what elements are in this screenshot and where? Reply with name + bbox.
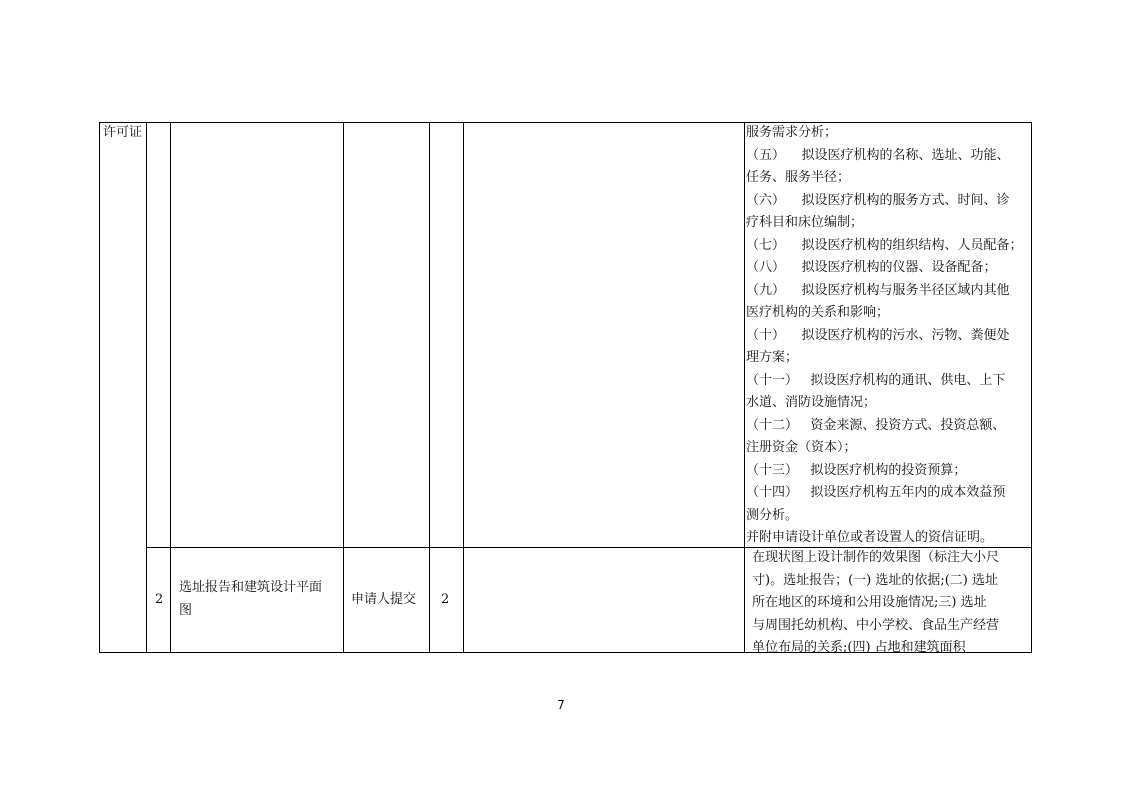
requirement-line: 水道、消防设施情况； [746, 395, 877, 410]
requirement-line: 寸)。选址报告；(一) 选址的依据;(二) 选址 [752, 572, 999, 588]
requirement-line: （九） 拟设医疗机构与服务半径区域内其他 [746, 282, 1010, 298]
requirement-line: 在现状图上设计制作的效果图（标注大小尺 [752, 550, 1000, 565]
requirement-line: 任务、服务半径； [746, 170, 851, 185]
table-border-left [99, 122, 100, 653]
requirement-line: （十一） 拟设医疗机构的通讯、供电、上下 [746, 372, 1006, 388]
requirement-line: 所在地区的环境和公用设施情况;三) 选址 [752, 595, 987, 610]
requirement-line: （七） 拟设医疗机构的组织结构、人员配备； [746, 237, 1023, 253]
requirement-line: 医疗机构的关系和影响； [746, 305, 890, 320]
requirement-line: 注册资金（资本）； [746, 440, 857, 455]
requirement-line: 单位布局的关系;(四) 占地和建筑面积 [752, 640, 966, 655]
column-divider [744, 122, 745, 653]
requirement-line: （十） 拟设医疗机构的污水、污物、粪便处 [746, 327, 1010, 343]
row2-number-cell: 2 [155, 592, 164, 607]
requirement-line: （十二） 资金来源、投资方式、投资总额、 [746, 417, 1006, 433]
requirement-line: （十三） 拟设医疗机构的投资预算； [746, 462, 967, 478]
requirements-cell-row2 [752, 547, 1032, 660]
column-divider [343, 122, 344, 653]
material-name-line: 选址报告和建筑设计平面 [179, 580, 323, 595]
column-divider [429, 122, 430, 653]
requirement-line: 与周围托幼机构、中小学校、食品生产经营 [752, 617, 1000, 633]
requirement-line: 疗科目和床位编制； [746, 215, 864, 230]
column-divider [463, 122, 464, 653]
requirement-line: 并附申请设计单位或者设置人的资信证明。 [746, 530, 994, 545]
row2-source-cell: 申请人提交 [351, 592, 417, 607]
requirement-line: （八） 拟设医疗机构的仪器、设备配备； [746, 260, 997, 275]
category-cell: 许可证 [103, 125, 143, 140]
requirements-table [99, 122, 1032, 653]
material-name-line: 图 [179, 602, 193, 618]
requirement-line: 服务需求分析； [746, 125, 838, 140]
requirement-line: （五） 拟设医疗机构的名称、选址、功能、 [746, 147, 1010, 163]
row2-material-cell [179, 577, 343, 622]
requirement-line: （六） 拟设医疗机构的服务方式、时间、诊 [746, 192, 1010, 208]
column-divider [146, 122, 147, 653]
requirement-line: 理方案； [746, 350, 799, 365]
column-divider [170, 122, 171, 653]
requirement-line: （十四） 拟设医疗机构五年内的成本效益预 [746, 485, 1006, 500]
requirement-line: 测分析。 [746, 507, 799, 523]
row2-copies-cell: 2 [441, 592, 450, 607]
page-number: 7 [557, 698, 565, 712]
requirements-cell-row1 [746, 122, 1032, 550]
